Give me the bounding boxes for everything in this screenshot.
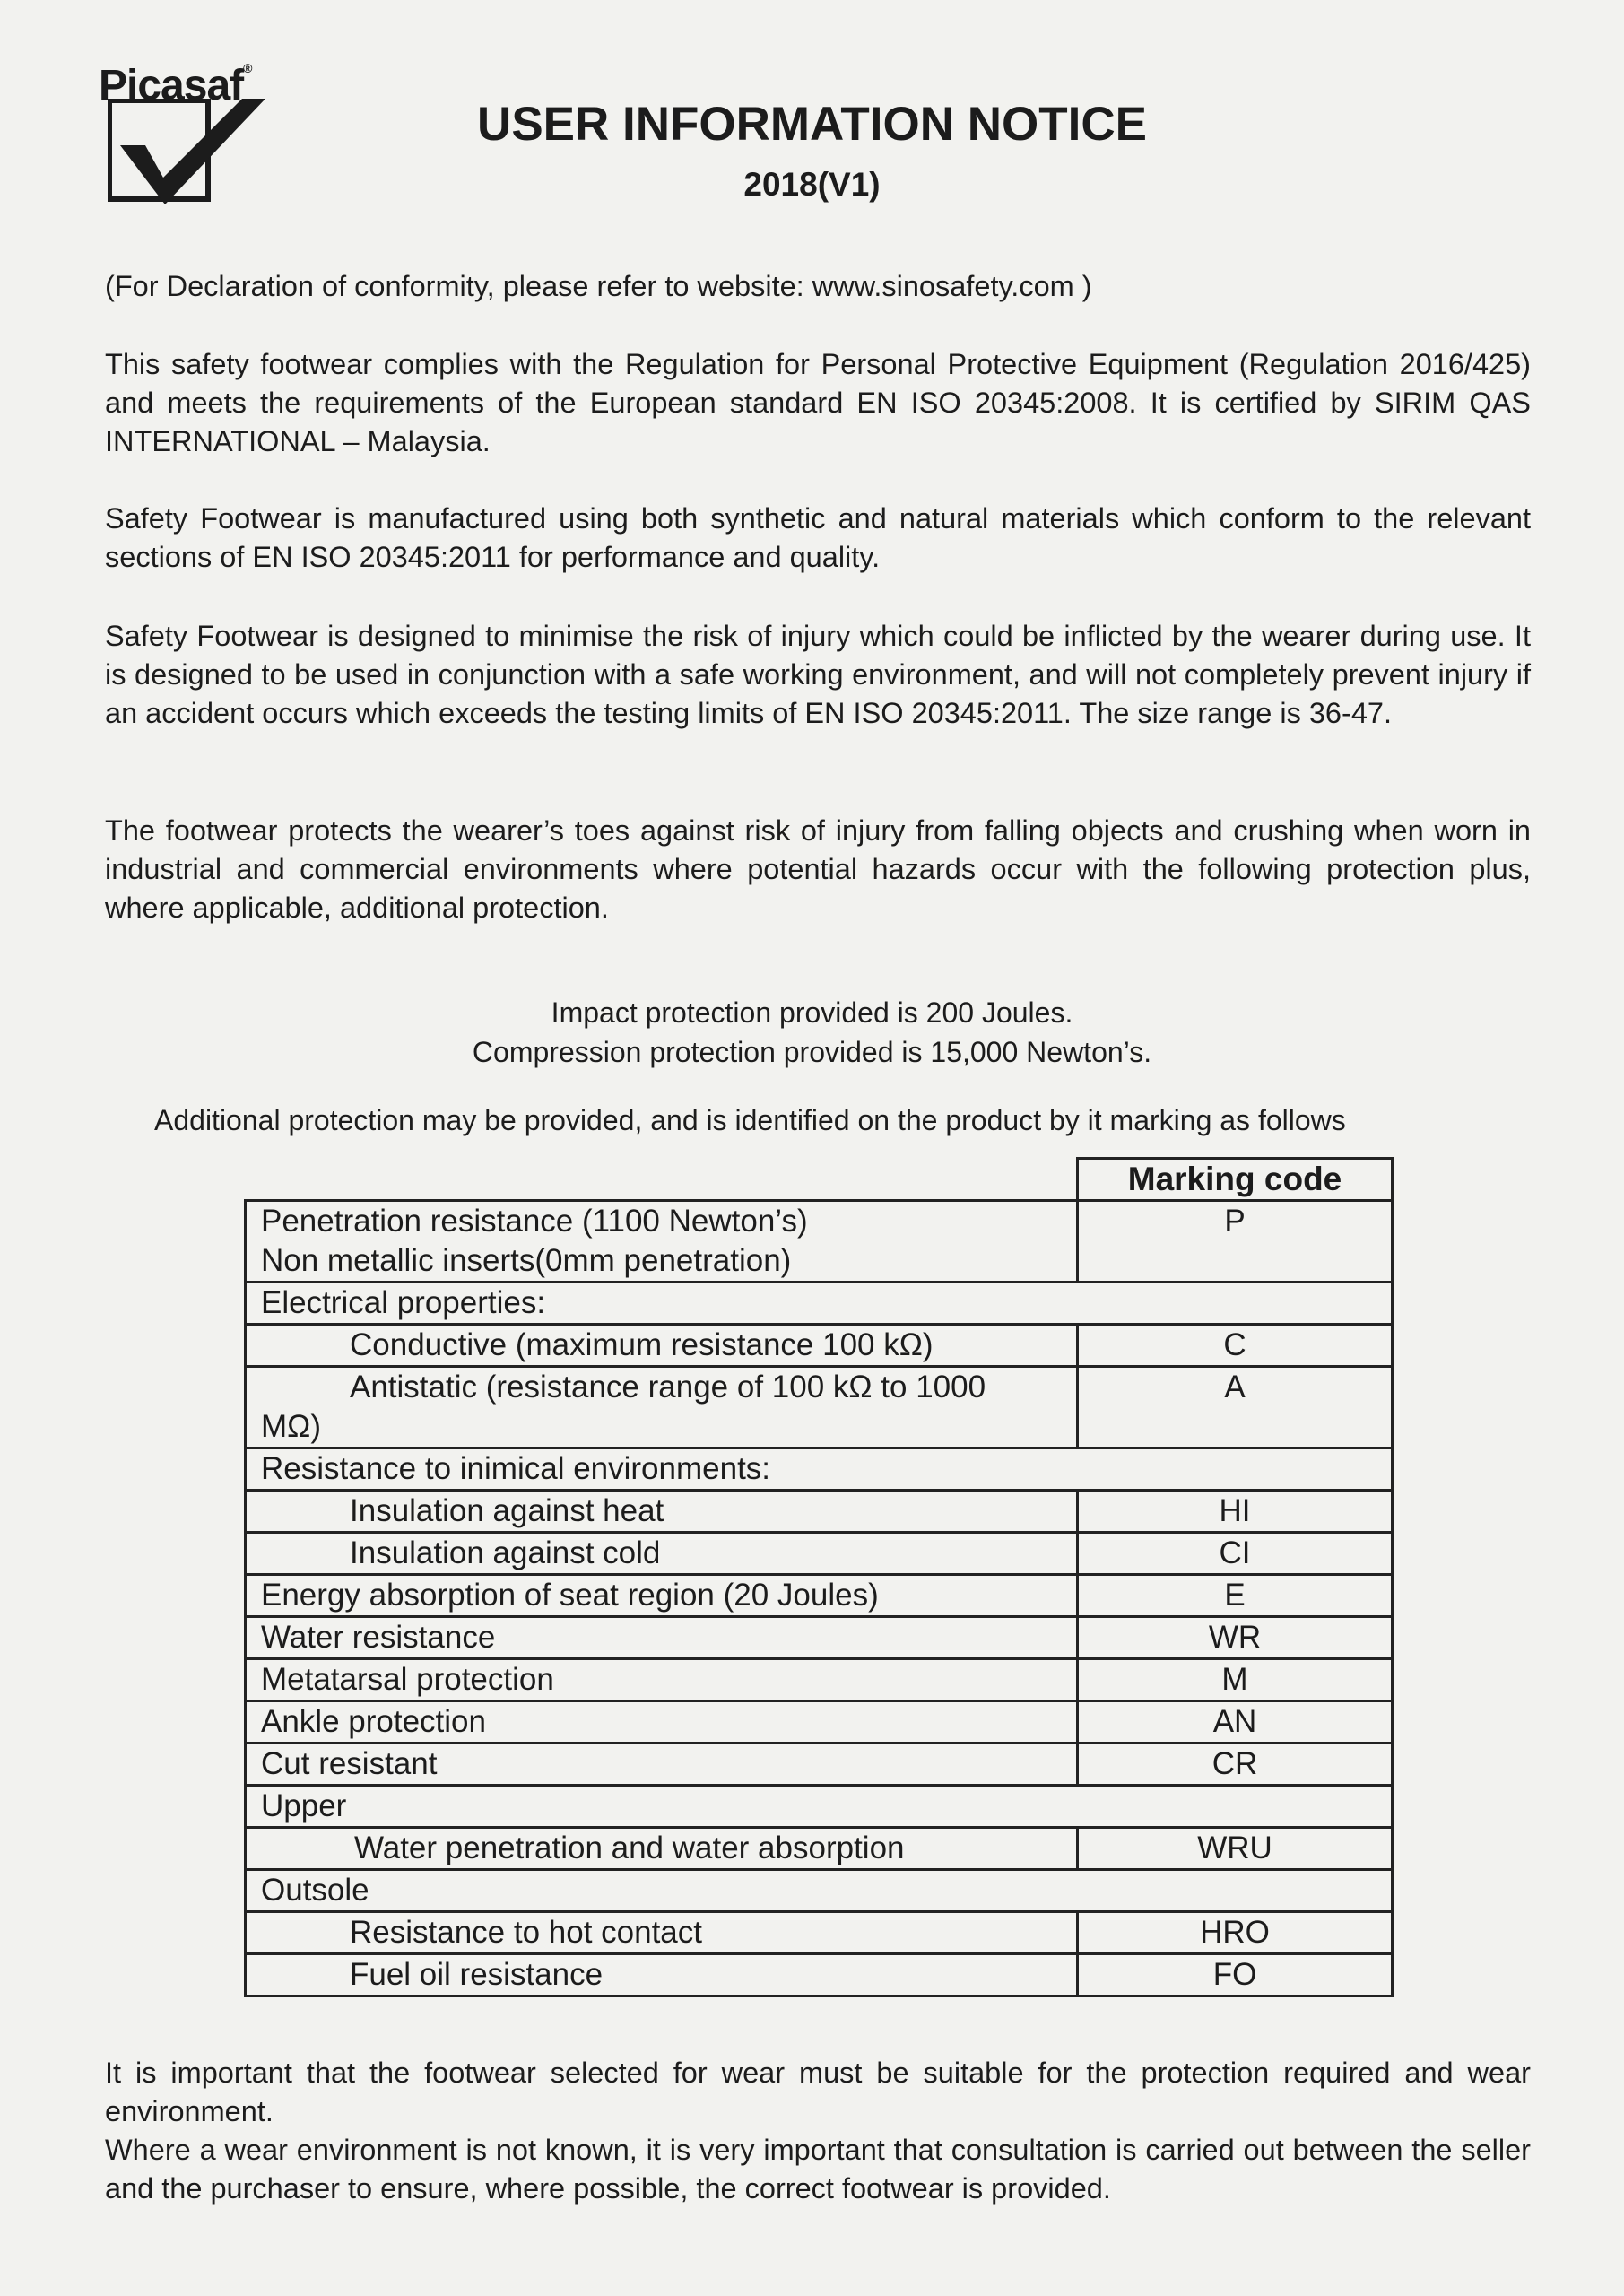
row-code: C [1078,1325,1393,1367]
table-row [246,1325,1393,1367]
row-label: Resistance to hot contact [246,1912,1078,1954]
row-label: Conductive (maximum resistance 100 kΩ) [246,1325,1078,1367]
table-row [246,1954,1393,1996]
row-code: HRO [1078,1912,1393,1954]
table-header-empty [246,1159,1078,1201]
table-row [246,1786,1393,1828]
row-code: P [1078,1201,1393,1283]
table-row [246,1912,1393,1954]
table-row [246,1448,1393,1491]
row-code: WRU [1078,1828,1393,1870]
table-row [246,1659,1393,1701]
row-label: Ankle protection [246,1701,1078,1744]
row-code: HI [1078,1491,1393,1533]
row-label: Water penetration and water absorption [246,1828,1078,1870]
row-label: Metatarsal protection [246,1659,1078,1701]
row-label: Resistance to inimical environments: [246,1448,1393,1491]
row-label: Insulation against cold [246,1533,1078,1575]
materials-paragraph: Safety Footwear is manufactured using both synthetic and natural materials which conform to the relevant sections of EN ISO 20345:2011 for performance and quality. [105,502,1531,573]
marking-code-table [244,1157,1394,1997]
selection-importance-text: It is important that the footwear selected for wear must be suitable for the protection required and wear environment. [105,2057,1531,2127]
row-code: M [1078,1659,1393,1701]
row-label: Upper [246,1786,1393,1828]
row-label: Electrical properties: [246,1283,1393,1325]
row-code: E [1078,1575,1393,1617]
row-label: Energy absorption of seat region (20 Joules) [246,1575,1078,1617]
table-row [246,1575,1393,1617]
row-code: WR [1078,1617,1393,1659]
consultation-text: Where a wear environment is not known, it is very important that consultation is carried out between the seller and the purchaser to ensure, where possible, the correct footwear is provided. [105,2134,1531,2205]
row-label: Antistatic (resistance range of 100 kΩ to 1000 MΩ) [246,1367,1078,1448]
table-row [246,1533,1393,1575]
row-label: Fuel oil resistance [246,1954,1078,1996]
logo-brand: Picasaf® [99,61,252,109]
row-label: Insulation against heat [246,1491,1078,1533]
table-row [246,1744,1393,1786]
row-code: CR [1078,1744,1393,1786]
risk-paragraph: Safety Footwear is designed to minimise the risk of injury which could be inflicted by the wearer during use. It is designed to be used in conjunction with a safe working environment, and will not completely prevent injury if an accident occurs which exceeds the testing limits of EN ISO 20345:2011. The size range is 36-47. [105,620,1531,729]
table-row [246,1870,1393,1912]
notice-title: USER INFORMATION NOTICE [477,98,1147,151]
table-row [246,1491,1393,1533]
notice-version: 2018(V1) [743,166,881,203]
row-label: Cut resistant [246,1744,1078,1786]
table-row [246,1828,1393,1870]
row-code: CI [1078,1533,1393,1575]
row-label: Penetration resistance (1100 Newton’s) Non metallic inserts(0mm penetration) [246,1201,1078,1283]
row-code: AN [1078,1701,1393,1744]
declaration-text: (For Declaration of conformity, please refer to website: www.sinosafety.com ) [105,270,1092,302]
compression-protection-line: Compression protection provided is 15,000 Newton’s. [472,1036,1152,1068]
table-row [246,1283,1393,1325]
table-row [246,1367,1393,1448]
table-row [246,1201,1393,1283]
table-row [246,1701,1393,1744]
compliance-paragraph: This safety footwear complies with the Regulation for Personal Protective Equipment (Regulation 2016/425) and meets the requirements of the European standard EN ISO 20345:2008. It is certified by SIRIM QAS INTERNATIONAL – Malaysia. [105,348,1531,457]
table-header-marking-code: Marking code [1078,1159,1393,1201]
row-label: Water resistance [246,1617,1078,1659]
additional-protection-intro: Additional protection may be provided, and is identified on the product by it marking as follows [154,1104,1346,1136]
row-code: FO [1078,1954,1393,1996]
table-row [246,1617,1393,1659]
table-header-row [246,1159,1393,1201]
row-code: A [1078,1367,1393,1448]
impact-protection-line: Impact protection provided is 200 Joules. [551,996,1073,1029]
row-label: Outsole [246,1870,1393,1912]
toe-protection-paragraph: The footwear protects the wearer’s toes against risk of injury from falling objects and crushing when worn in industrial and commercial environments where potential hazards occur with the following protection plus, where applicable, additional protection. [105,814,1531,924]
